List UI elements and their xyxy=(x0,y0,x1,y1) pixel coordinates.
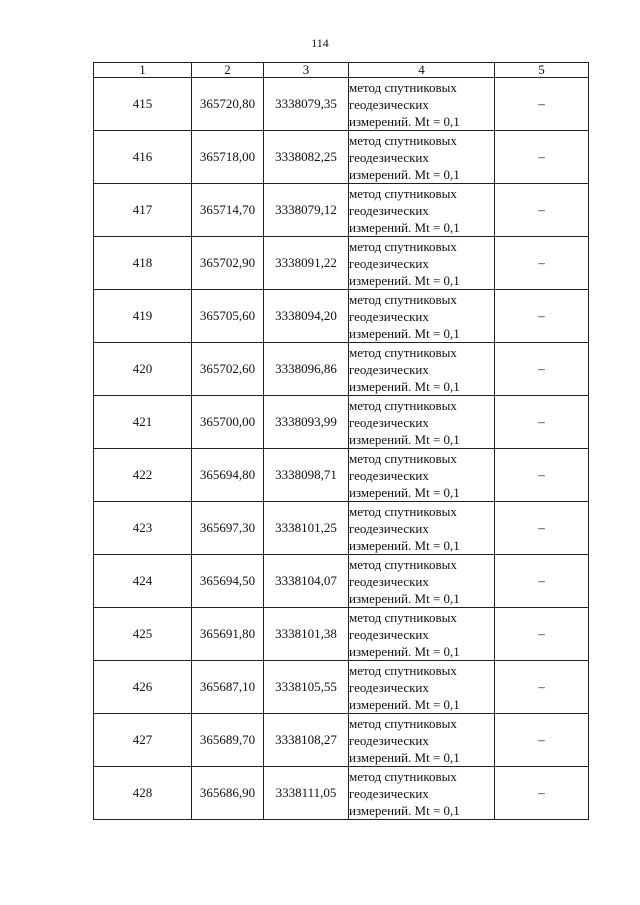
point-number-cell: 416 xyxy=(94,131,192,184)
y-coordinate-cell: 3338079,35 xyxy=(264,78,349,131)
y-coordinate-cell: 3338094,20 xyxy=(264,290,349,343)
method-line: метод спутниковых xyxy=(349,397,457,413)
method-line: метод спутниковых xyxy=(349,609,457,625)
method-line: измерений. Mt = 0,1 xyxy=(349,696,460,712)
x-coordinate-cell: 365694,80 xyxy=(192,449,264,502)
method-line: измерений. Mt = 0,1 xyxy=(349,484,460,500)
x-coordinate-cell: 365714,70 xyxy=(192,184,264,237)
point-number-cell: 426 xyxy=(94,661,192,714)
method-cell xyxy=(349,608,495,661)
method-line: метод спутниковых xyxy=(349,291,457,307)
method-line: геодезических xyxy=(349,573,429,589)
method-line: геодезических xyxy=(349,467,429,483)
point-number-cell: 421 xyxy=(94,396,192,449)
point-number-cell: 428 xyxy=(94,767,192,820)
method-cell xyxy=(349,714,495,767)
method-line: геодезических xyxy=(349,785,429,801)
note-cell: – xyxy=(495,184,589,237)
method-line: измерений. Mt = 0,1 xyxy=(349,749,460,765)
y-coordinate-cell: 3338093,99 xyxy=(264,396,349,449)
method-cell xyxy=(349,555,495,608)
note-cell: – xyxy=(495,555,589,608)
note-cell: – xyxy=(495,502,589,555)
y-coordinate-cell: 3338101,38 xyxy=(264,608,349,661)
y-coordinate-cell: 3338091,22 xyxy=(264,237,349,290)
method-line: метод спутниковых xyxy=(349,185,457,201)
table-row xyxy=(94,290,589,343)
note-cell: – xyxy=(495,714,589,767)
point-number-cell: 420 xyxy=(94,343,192,396)
note-cell: – xyxy=(495,78,589,131)
point-number-cell: 424 xyxy=(94,555,192,608)
y-coordinate-cell: 3338096,86 xyxy=(264,343,349,396)
point-number-cell: 427 xyxy=(94,714,192,767)
note-cell: – xyxy=(495,661,589,714)
table-row xyxy=(94,449,589,502)
method-line: метод спутниковых xyxy=(349,79,457,95)
note-cell: – xyxy=(495,131,589,184)
table-row xyxy=(94,714,589,767)
x-coordinate-cell: 365720,80 xyxy=(192,78,264,131)
table-row xyxy=(94,131,589,184)
point-number-cell: 419 xyxy=(94,290,192,343)
method-line: геодезических xyxy=(349,679,429,695)
method-cell xyxy=(349,131,495,184)
table-header xyxy=(94,63,589,78)
method-line: метод спутниковых xyxy=(349,238,457,254)
method-cell xyxy=(349,502,495,555)
method-line: геодезических xyxy=(349,308,429,324)
method-cell xyxy=(349,290,495,343)
coordinates-table xyxy=(93,62,589,820)
method-line: измерений. Mt = 0,1 xyxy=(349,643,460,659)
method-line: измерений. Mt = 0,1 xyxy=(349,272,460,288)
page-number: 114 xyxy=(311,36,329,50)
table-row xyxy=(94,396,589,449)
table-row xyxy=(94,502,589,555)
table-row xyxy=(94,661,589,714)
point-number-cell: 425 xyxy=(94,608,192,661)
method-line: метод спутниковых xyxy=(349,450,457,466)
method-line: геодезических xyxy=(349,414,429,430)
method-line: геодезических xyxy=(349,626,429,642)
point-number-cell: 423 xyxy=(94,502,192,555)
method-cell xyxy=(349,767,495,820)
x-coordinate-cell: 365686,90 xyxy=(192,767,264,820)
table-row xyxy=(94,78,589,131)
x-coordinate-cell: 365700,00 xyxy=(192,396,264,449)
y-coordinate-cell: 3338111,05 xyxy=(264,767,349,820)
point-number-cell: 418 xyxy=(94,237,192,290)
table-row xyxy=(94,184,589,237)
note-cell: – xyxy=(495,290,589,343)
method-line: измерений. Mt = 0,1 xyxy=(349,378,460,394)
x-coordinate-cell: 365702,60 xyxy=(192,343,264,396)
method-line: измерений. Mt = 0,1 xyxy=(349,325,460,341)
table-row xyxy=(94,343,589,396)
method-line: геодезических xyxy=(349,361,429,377)
method-line: измерений. Mt = 0,1 xyxy=(349,219,460,235)
note-cell: – xyxy=(495,343,589,396)
method-line: геодезических xyxy=(349,202,429,218)
method-cell xyxy=(349,237,495,290)
y-coordinate-cell: 3338079,12 xyxy=(264,184,349,237)
method-cell xyxy=(349,396,495,449)
method-line: метод спутниковых xyxy=(349,344,457,360)
method-cell xyxy=(349,661,495,714)
method-cell xyxy=(349,343,495,396)
method-cell xyxy=(349,449,495,502)
method-line: геодезических xyxy=(349,520,429,536)
method-line: измерений. Mt = 0,1 xyxy=(349,802,460,818)
point-number-cell: 415 xyxy=(94,78,192,131)
note-cell: – xyxy=(495,767,589,820)
method-line: измерений. Mt = 0,1 xyxy=(349,590,460,606)
note-cell: – xyxy=(495,396,589,449)
column-header-5: 5 xyxy=(495,63,589,78)
method-line: метод спутниковых xyxy=(349,715,457,731)
x-coordinate-cell: 365705,60 xyxy=(192,290,264,343)
note-cell: – xyxy=(495,449,589,502)
method-line: метод спутниковых xyxy=(349,662,457,678)
method-line: геодезических xyxy=(349,96,429,112)
x-coordinate-cell: 365702,90 xyxy=(192,237,264,290)
method-line: геодезических xyxy=(349,732,429,748)
note-cell: – xyxy=(495,608,589,661)
y-coordinate-cell: 3338104,07 xyxy=(264,555,349,608)
x-coordinate-cell: 365687,10 xyxy=(192,661,264,714)
y-coordinate-cell: 3338082,25 xyxy=(264,131,349,184)
method-line: геодезических xyxy=(349,255,429,271)
table-body xyxy=(94,78,589,820)
table-row xyxy=(94,608,589,661)
y-coordinate-cell: 3338101,25 xyxy=(264,502,349,555)
column-header-2: 2 xyxy=(192,63,264,78)
point-number-cell: 417 xyxy=(94,184,192,237)
table-row xyxy=(94,767,589,820)
x-coordinate-cell: 365718,00 xyxy=(192,131,264,184)
method-line: измерений. Mt = 0,1 xyxy=(349,431,460,447)
y-coordinate-cell: 3338105,55 xyxy=(264,661,349,714)
x-coordinate-cell: 365694,50 xyxy=(192,555,264,608)
y-coordinate-cell: 3338108,27 xyxy=(264,714,349,767)
method-line: метод спутниковых xyxy=(349,768,457,784)
table-row xyxy=(94,555,589,608)
y-coordinate-cell: 3338098,71 xyxy=(264,449,349,502)
column-header-3: 3 xyxy=(264,63,349,78)
method-line: метод спутниковых xyxy=(349,556,457,572)
method-cell xyxy=(349,78,495,131)
column-header-4: 4 xyxy=(349,63,495,78)
x-coordinate-cell: 365689,70 xyxy=(192,714,264,767)
table-row xyxy=(94,237,589,290)
method-cell xyxy=(349,184,495,237)
x-coordinate-cell: 365697,30 xyxy=(192,502,264,555)
x-coordinate-cell: 365691,80 xyxy=(192,608,264,661)
method-line: измерений. Mt = 0,1 xyxy=(349,537,460,553)
note-cell: – xyxy=(495,237,589,290)
column-header-1: 1 xyxy=(94,63,192,78)
method-line: метод спутниковых xyxy=(349,132,457,148)
method-line: измерений. Mt = 0,1 xyxy=(349,113,460,129)
method-line: геодезических xyxy=(349,149,429,165)
method-line: измерений. Mt = 0,1 xyxy=(349,166,460,182)
header-row xyxy=(94,63,589,78)
point-number-cell: 422 xyxy=(94,449,192,502)
method-line: метод спутниковых xyxy=(349,503,457,519)
